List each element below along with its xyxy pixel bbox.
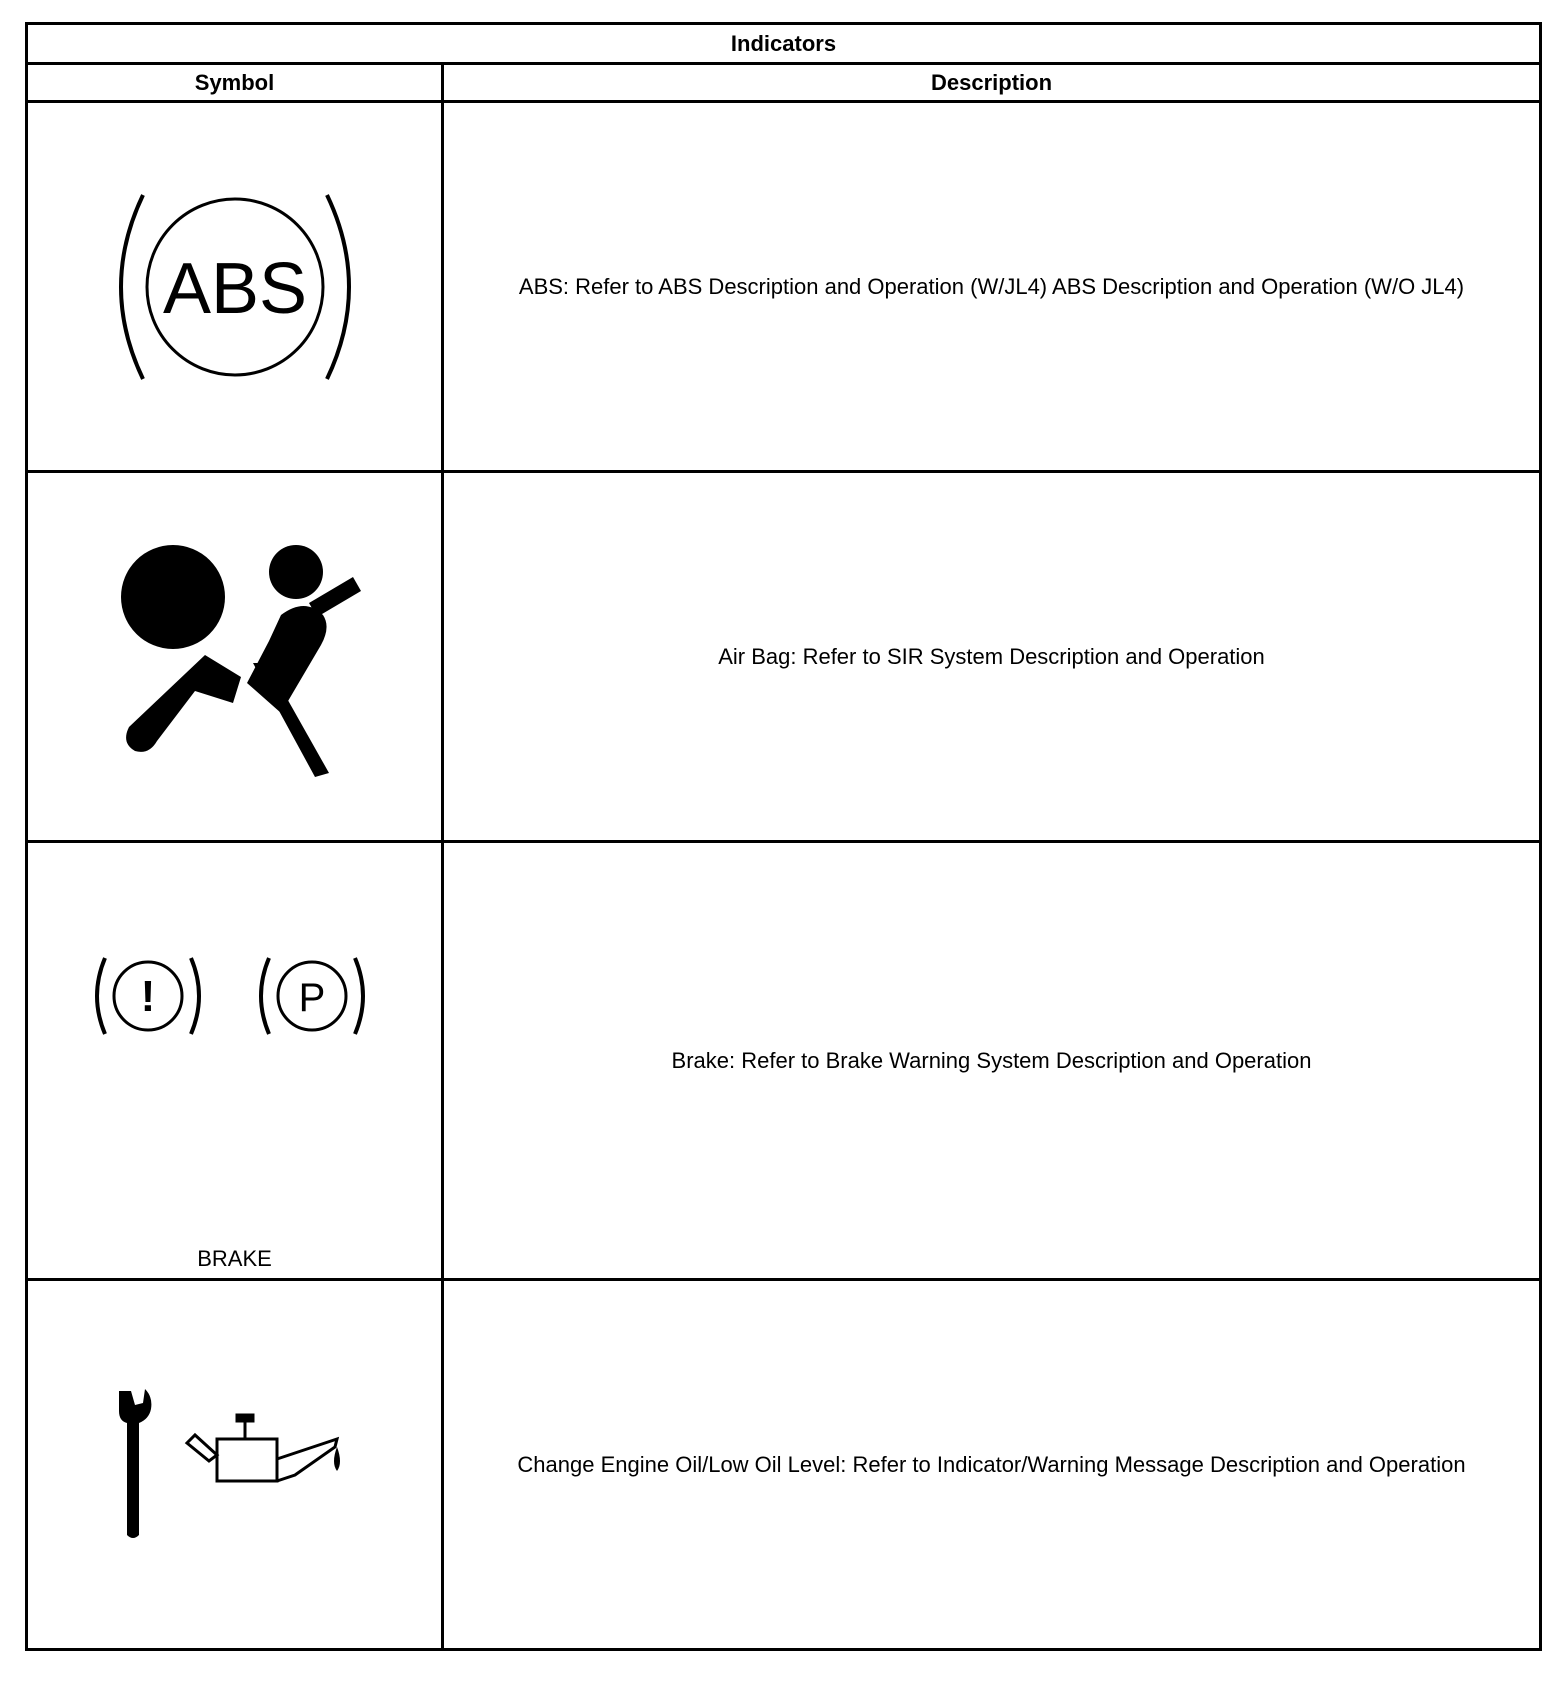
- abs-symbol-text: ABS: [162, 248, 307, 329]
- description-cell: Air Bag: Refer to SIR System Description and Operation: [443, 472, 1541, 842]
- column-header-description: Description: [443, 64, 1541, 102]
- description-cell: ABS: Refer to ABS Description and Operation (W/JL4) ABS Description and Operation (W/O JL4): [443, 102, 1541, 472]
- oil-can-icon: [187, 1415, 337, 1481]
- brake-warning-icon: [85, 951, 385, 1041]
- table-row: [27, 102, 1541, 472]
- brake-exclamation-text: !: [140, 971, 155, 1021]
- description-cell: Change Engine Oil/Low Oil Level: Refer to Indicator/Warning Message Description and Operation: [443, 1280, 1541, 1650]
- table-title: Indicators: [27, 24, 1541, 64]
- symbol-cell: [27, 472, 443, 842]
- symbol-cell: [27, 1280, 443, 1650]
- brake-caption: BRAKE: [197, 1246, 272, 1271]
- table-row: [27, 1280, 1541, 1650]
- change-oil-icon: [105, 1385, 365, 1545]
- table-row: [27, 842, 1541, 1280]
- airbag-warning-icon: [85, 527, 385, 787]
- column-header-symbol: Symbol: [27, 64, 443, 102]
- abs-warning-icon: [105, 187, 365, 387]
- table-row: [27, 472, 1541, 842]
- parking-brake-text: P: [298, 975, 325, 1020]
- symbol-cell: [27, 102, 443, 472]
- description-cell: Brake: Refer to Brake Warning System Description and Operation: [443, 842, 1541, 1280]
- wrench-icon: [119, 1389, 151, 1538]
- indicators-table: [25, 22, 1542, 1651]
- symbol-cell: [27, 842, 443, 1280]
